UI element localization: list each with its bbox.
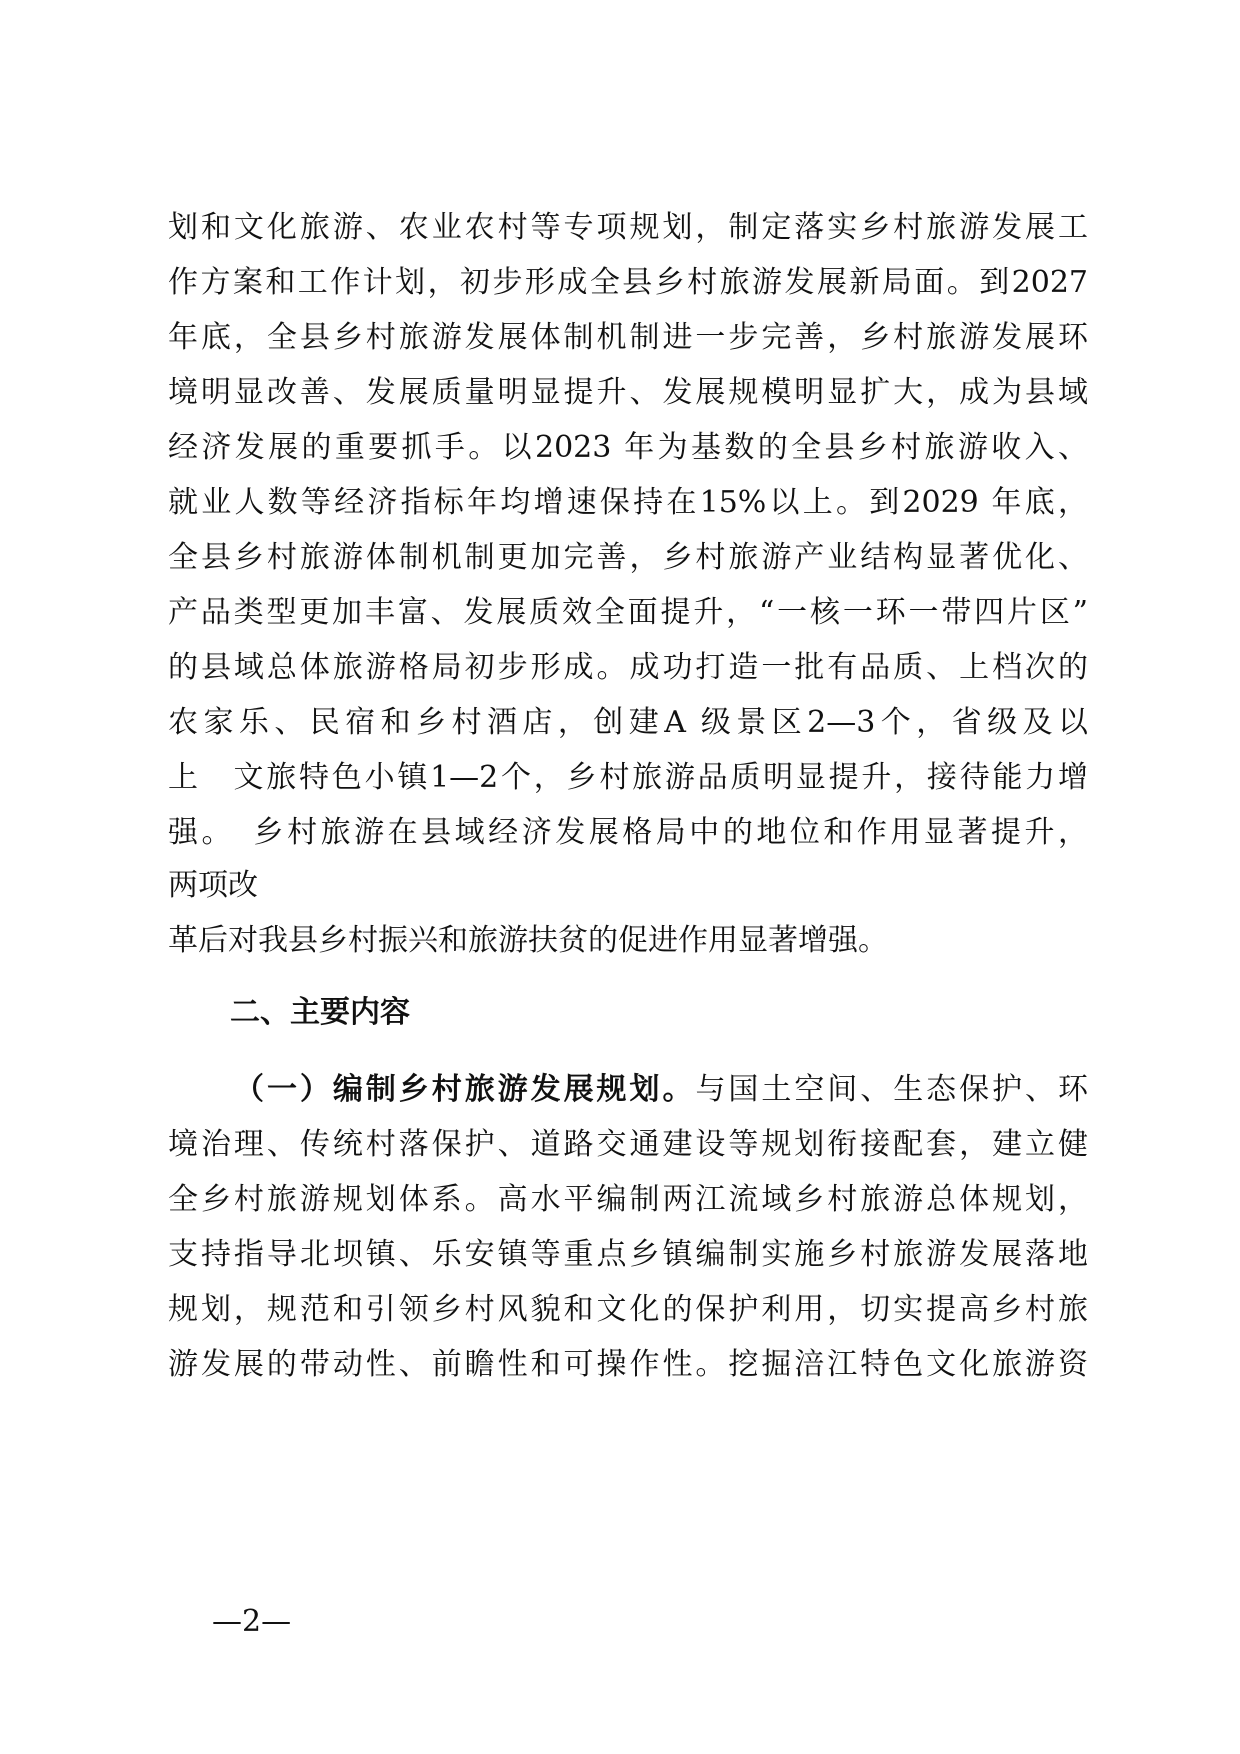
subsection-first-line-text: 与国土空间、生态保护、环 [695, 1072, 1088, 1107]
page-number: —2— [212, 1604, 292, 1639]
body-text-line: 强。 乡村旅游在县域经济发展格局中的地位和作用显著提升， [168, 815, 1088, 850]
body-text-line: 上 文旅特色小镇1—2个，乡村旅游品质明显提升，接待能力增 [168, 760, 1088, 795]
body-text-line: 农家乐、民宿和乡村酒店，创建A 级景区2—3个，省级及以 [168, 705, 1088, 740]
body-text-line: 产品类型更加丰富、发展质效全面提升，“一核一环一带四片区” [168, 595, 1088, 630]
body-text-line: 的县域总体旅游格局初步形成。成功打造一批有品质、上档次的 [168, 650, 1088, 685]
body-text-line: 游发展的带动性、前瞻性和可操作性。挖掘涪江特色文化旅游资 [168, 1347, 1088, 1382]
body-text-line: 革后对我县乡村振兴和旅游扶贫的促进作用显著增强。 [168, 923, 888, 958]
body-text-line: 年底，全县乡村旅游发展体制机制进一步完善，乡村旅游发展环 [168, 320, 1088, 355]
body-text-line: 支持指导北坝镇、乐安镇等重点乡镇编制实施乡村旅游发展落地 [168, 1237, 1088, 1272]
subsection-title: （一）编制乡村旅游发展规划。 [234, 1072, 696, 1107]
body-text-line: 境治理、传统村落保护、道路交通建设等规划衔接配套，建立健 [168, 1127, 1088, 1162]
subsection-first-line [234, 1062, 1088, 1118]
body-text-line: 划和文化旅游、农业农村等专项规划，制定落实乡村旅游发展工 [168, 210, 1088, 245]
body-text-line: 作方案和工作计划，初步形成全县乡村旅游发展新局面。到2027 [168, 265, 1088, 300]
body-text-line: 两项改 [168, 868, 258, 903]
body-text-line: 境明显改善、发展质量明显提升、发展规模明显扩大，成为县域 [168, 375, 1088, 410]
body-text-line: 规划，规范和引领乡村风貌和文化的保护利用，切实提高乡村旅 [168, 1292, 1088, 1327]
section-heading: 二、主要内容 [230, 995, 410, 1030]
body-text-line: 就业人数等经济指标年均增速保持在15%以上。到2029 年底， [168, 485, 1088, 520]
body-text-line: 全乡村旅游规划体系。高水平编制两江流域乡村旅游总体规划， [168, 1182, 1088, 1217]
body-text-line: 全县乡村旅游体制机制更加完善，乡村旅游产业结构显著优化、 [168, 540, 1088, 575]
body-text-line: 经济发展的重要抓手。以2023 年为基数的全县乡村旅游收入、 [168, 430, 1088, 465]
